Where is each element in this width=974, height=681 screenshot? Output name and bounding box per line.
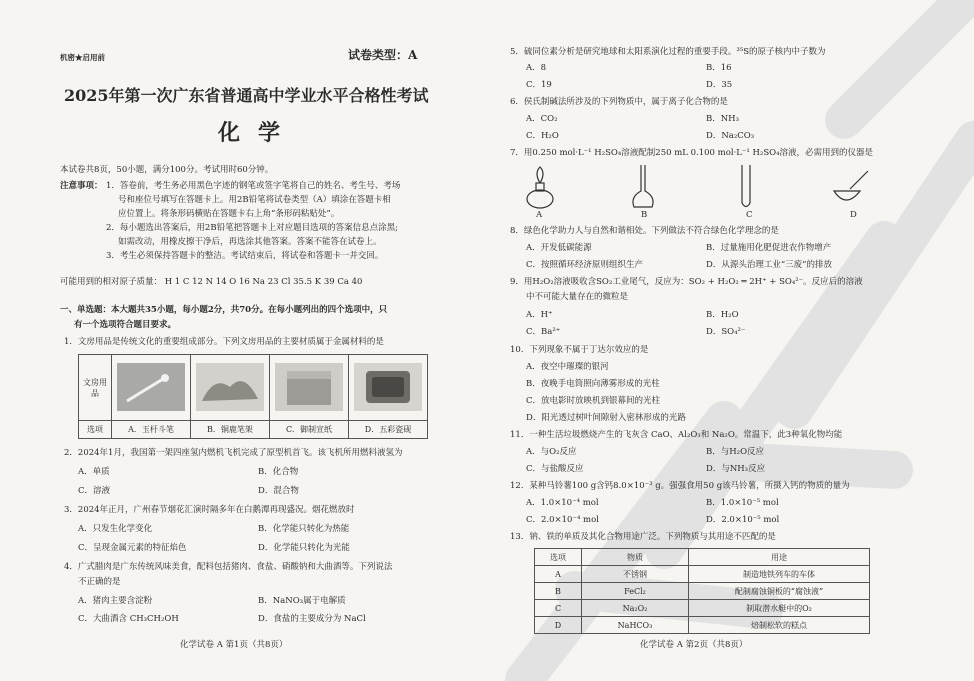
q12-option-b: B．1.0×10⁻⁵ mol [706, 498, 779, 508]
subject-title: 化学 [218, 120, 299, 146]
q2-option-a: A．单质 [78, 467, 110, 477]
q1-image-a [112, 355, 191, 421]
paper-type: 试卷类型：A [348, 48, 418, 62]
intro-summary: 本试卷共8页，50小题，满分100分。考试用时60分钟。 [60, 165, 274, 175]
atomic-masses: 可能用到的相对原子质量： H 1 C 12 N 14 O 16 Na 23 Cl 35.5 K 39 Ca 40 [60, 277, 363, 287]
q9-stem-cont: 中不可能大量存在的微粒是 [526, 292, 629, 302]
table-row [535, 617, 870, 634]
q3-option-c: C．呈现金属元素的特征焰色 [78, 543, 187, 553]
q9-option-d: D．SO₄²⁻ [706, 327, 746, 337]
q5-option-c: C．19 [526, 80, 552, 90]
mortar-icon [834, 171, 868, 200]
q3-option-d: D．化学能只转化为光能 [258, 543, 350, 553]
q1-table [78, 354, 428, 439]
q1-stem: 1．文房用品是传统文化的重要组成部分。下列文房用品的主要材质属于金属材料的是 [64, 337, 384, 347]
q7-label-d: D [850, 210, 857, 220]
q7-label-b: B [641, 210, 648, 220]
q7-label-a: A [536, 210, 543, 220]
q6-option-b: B．NH₃ [706, 114, 740, 124]
q13-cell: 配制腐蚀铜板的“腐蚀液” [689, 583, 870, 600]
confidential-label: 机密★启用前 [60, 53, 105, 62]
q8-option-d: D．从源头治理工业“三废”的排放 [706, 260, 833, 270]
q6-option-a: A．CO₂ [526, 114, 558, 124]
q12-option-d: D．2.0×10⁻⁵ mol [706, 515, 780, 525]
q4-option-c: C．大曲酒含 CH₃CH₂OH [78, 614, 179, 624]
q13-cell: FeCl₂ [582, 583, 689, 600]
q1-row-label: 文房用品 [79, 355, 112, 421]
q1-image-c [270, 355, 349, 421]
q10-option-a: A．夜空中璀璨的银河 [526, 362, 609, 372]
q4-stem-cont: 不正确的是 [78, 577, 121, 587]
section-heading: 一、单选题：本大题共35小题，每小题2分，共70分。在每小题列出的四个选项中，只 [60, 305, 388, 315]
note-line: 应位置上。将条形码横贴在答题卡右上角“条形码粘贴处”。 [118, 209, 340, 219]
q5-option-a: A．8 [526, 63, 547, 73]
q13-header: 用途 [689, 549, 870, 566]
note-line: 如需改动，用橡皮擦干净后，再选涂其他答案。答案不能答在试卷上。 [118, 237, 382, 247]
q6-option-c: C．H₂O [526, 131, 559, 141]
q6-option-d: D．Na₂CO₃ [706, 131, 755, 141]
q13-cell: 焙制松软的糕点 [689, 617, 870, 634]
q11-option-c: C．与盐酸反应 [526, 464, 584, 474]
q1-option-label: 选项 [79, 421, 112, 439]
left-page-footer: 化学试卷 A 第1页（共8页） [180, 640, 288, 650]
q13-cell: B [535, 583, 582, 600]
table-row [535, 566, 870, 583]
q8-option-c: C．按照循环经济原则组织生产 [526, 260, 644, 270]
q2-option-d: D．混合物 [258, 486, 299, 496]
q1-option-d: D．五彩瓷砚 [349, 421, 428, 439]
q10-option-b: B．夜晚手电筒照向薄雾形成的光柱 [526, 379, 660, 389]
volumetric-flask-icon [633, 165, 653, 207]
q4-stem: 4．广式腊肉是广东传统风味美食，配料包括猪肉、食盐、硝酸钠和大曲酒等。下列说法 [64, 562, 393, 572]
q8-stem: 8．绿色化学助力人与自然和谐相处。下列做法不符合绿色化学理念的是 [510, 226, 779, 236]
q11-option-d: D．与NH₃反应 [706, 464, 766, 474]
q13-cell: 制造地铁列车的车体 [689, 566, 870, 583]
note-line: 1．答卷前，考生务必用黑色字迹的钢笔或签字笔将自己的姓名、考生号、考场 [106, 181, 401, 191]
q3-stem: 3．2024年正月，广州春节烟花汇演时隔多年在白鹅潭再现盛况。烟花燃放时 [64, 505, 355, 515]
section-heading-cont: 有一个选项符合题目要求。 [74, 320, 177, 330]
q13-header: 物质 [582, 549, 689, 566]
q11-option-b: B．与H₂O反应 [706, 447, 765, 457]
q9-option-b: B．H₂O [706, 310, 739, 320]
q13-table [534, 548, 870, 634]
q3-option-a: A．只发生化学变化 [78, 524, 153, 534]
table-row [535, 600, 870, 617]
q13-cell: D [535, 617, 582, 634]
q6-stem: 6．侯氏制碱法所涉及的下列物质中，属于离子化合物的是 [510, 97, 728, 107]
q2-option-c: C．溶液 [78, 486, 111, 496]
q5-option-d: D．35 [706, 80, 733, 90]
q3-option-b: B．化学能只转化为热能 [258, 524, 350, 534]
q13-cell: Na₂O₂ [582, 600, 689, 617]
right-page-footer: 化学试卷 A 第2页（共8页） [640, 640, 748, 650]
q10-option-d: D．阳光透过树叶间隙射入密林形成的光路 [526, 413, 686, 423]
q4-option-a: A．猪肉主要含淀粉 [78, 596, 153, 606]
q12-option-a: A．1.0×10⁻⁴ mol [526, 498, 599, 508]
notes-label: 注意事项： [60, 181, 103, 191]
exam-title: 2025年第一次广东省普通高中学业水平合格性考试 [64, 86, 429, 105]
q13-stem: 13．钠、铁的单质及其化合物用途广泛。下列物质与其用途不匹配的是 [510, 532, 776, 542]
q11-option-a: A．与O₂反应 [526, 447, 577, 457]
q8-option-b: B．过量施用化肥促进农作物增产 [706, 243, 832, 253]
q5-option-b: B．16 [706, 63, 732, 73]
q2-option-b: B．化合物 [258, 467, 299, 477]
q2-stem: 2．2024年1月，我国第一架四座氢内燃机飞机完成了原型机首飞。该飞机所用燃料液氢为 [64, 448, 403, 458]
q13-cell: 不锈钢 [582, 566, 689, 583]
q13-cell: C [535, 600, 582, 617]
q1-option-c: C．御制宣纸 [270, 421, 349, 439]
q1-image-b [191, 355, 270, 421]
q9-stem: 9．用H₂O₂溶液吸收含SO₂工业尾气，反应为：SO₂ + H₂O₂ ═ 2H⁺ + SO₄²⁻。反应后的溶液 [510, 277, 863, 287]
q9-option-c: C．Ba²⁺ [526, 327, 561, 337]
q7-stem: 7．用0.250 mol·L⁻¹ H₂SO₄溶液配制250 mL 0.100 mol·L⁻¹ H₂SO₄溶液，必需用到的仪器是 [510, 148, 874, 158]
q12-stem: 12．某种马铃薯100 g含钙8.0×10⁻³ g。强强食用50 g该马铃薯，所摄入钙的物质的量为 [510, 481, 850, 491]
q13-header: 选项 [535, 549, 582, 566]
q9-option-a: A．H⁺ [526, 310, 553, 320]
q13-cell: 制取潜水艇中的O₂ [689, 600, 870, 617]
q12-option-c: C．2.0×10⁻⁴ mol [526, 515, 599, 525]
note-line: 2．每小题选出答案后，用2B铅笔把答题卡上对应题目选项的答案信息点涂黑; [106, 223, 398, 233]
q1-option-b: B．铜鹿笔架 [191, 421, 270, 439]
q7-label-c: C [746, 210, 753, 220]
table-row [535, 583, 870, 600]
q10-option-c: C．放电影时放映机到银幕间的光柱 [526, 396, 661, 406]
q13-cell: NaHCO₃ [582, 617, 689, 634]
note-line: 号和座位号填写在答题卡上。用2B铅笔将试卷类型（A）填涂在答题卡相 [118, 195, 391, 205]
alcohol-lamp-icon [527, 167, 553, 208]
test-tube-icon [742, 165, 750, 207]
q1-image-d [349, 355, 428, 421]
q8-option-a: A．开发低碳能源 [526, 243, 592, 253]
note-line: 3．考生必须保持答题卡的整洁。考试结束后，将试卷和答题卡一并交回。 [106, 251, 384, 261]
q11-stem: 11．一种生活垃圾燃烧产生的飞灰含 CaO、Al₂O₃和 Na₂O。常温下，此3种氧化物均能 [510, 430, 843, 440]
q4-option-b: B．NaNO₃属于电解质 [258, 596, 346, 606]
q7-apparatus [524, 163, 884, 211]
q10-stem: 10．下列现象不属于丁达尔效应的是 [510, 345, 649, 355]
q1-option-a: A．玉杆斗笔 [112, 421, 191, 439]
q4-option-d: D．食盐的主要成分为 NaCl [258, 614, 366, 624]
q13-cell: A [535, 566, 582, 583]
q5-stem: 5．硫同位素分析是研究地球和太阳系演化过程的重要手段。³⁵S的原子核内中子数为 [510, 47, 826, 57]
